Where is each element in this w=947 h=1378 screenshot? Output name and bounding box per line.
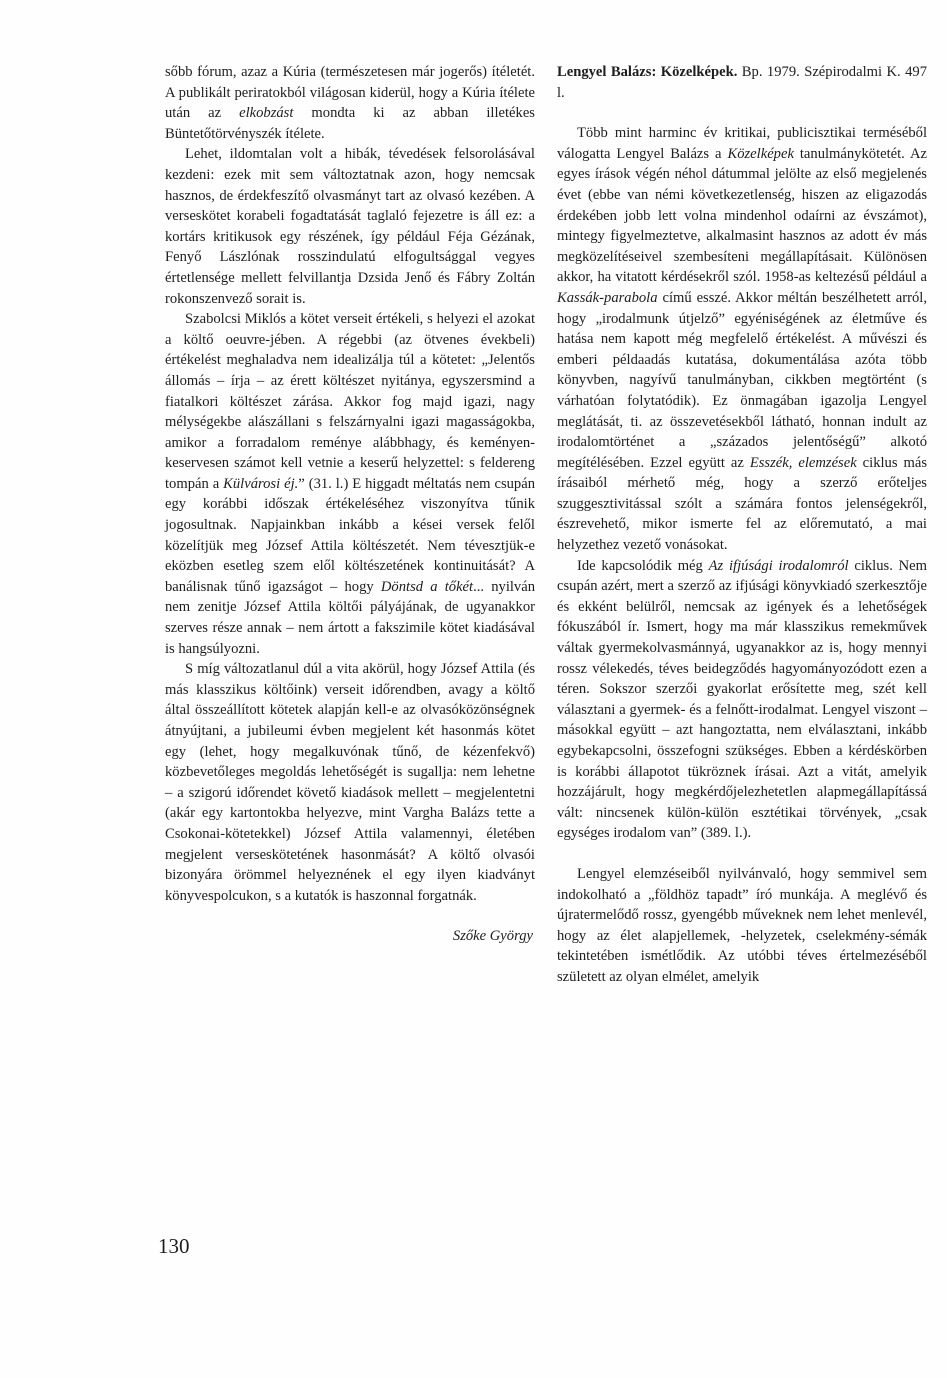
left-column: [165, 62, 535, 947]
book-citation: [557, 62, 927, 103]
paragraph: Lengyel elemzéseiből nyilvánvaló, hogy semmivel sem indokolható a „földhöz tapadt” író munkája. A meglévő és újratermelődő rossz, gyengébb műveknek nem lehet menlevél, hogy az élet alapjellemek, -helyzetek, cselekmény-sémák tekintetében ismétlődik. Az utóbbi téves értelmezéséből született az olyan elmélet, amelyik: [557, 865, 927, 985]
right-column: [557, 62, 927, 988]
signature: Szőke György: [452, 928, 533, 945]
paragraph: sőbb fórum, azaz a Kúria (természetesen már jogerős) ítéletét. A publikált periratokból világosan kiderül, hogy a Kúria ítélete után az elkobzást mondta ki az abban illetékes Büntetőtörvényszék ítélete.: [165, 64, 535, 142]
book-heading: Lengyel Balázs: Közelképek.: [557, 64, 738, 80]
paragraph: S míg változatlanul dúl a vita akörül, hogy József Attila (és más klasszikus költőink) verseit időrendben, avagy a költő által összeállított kötetek alapján kell-e az olvasóközönségnek átnyújtani, a jubileumi évben megjelent két hasonmás kötet egy (lehet, hogy megalkuvónak tűnő, de kézenfekvő) közbevetőleges megoldás lehetőségét is sugallja: nem lehetne – a szigorú időrendet követő kiadások mellett – megjelentetni (akár egy kartontokba helyezve, mint Vargha Balázs tette a Csokonai-kötetekkel) József Attila valamennyi, életében megjelent verseskötetének hasonmását? A költő olvasói bizonyára örömmel helyeznének el egy ilyen kiadványt könyvespolcukon, s a kutatók is haszonnal forgatnák.: [165, 661, 535, 904]
page-number: 130: [158, 1234, 190, 1258]
book-details: Bp. 1979. Szépirodalmi K. 497 l.: [557, 64, 927, 101]
paragraph: Ide kapcsolódik még Az ifjúsági irodalomról ciklus. Nem csupán azért, mert a szerző az ifjúsági könyvkiadó szerkesztője és ekként belülről, nemcsak az igények és a lehetőségek fókuszából ír. Ismert, hogy ma már klasszikus remekművek váltak gyermekolvasmánnyá, ugyanakkor az is, hogy mennyi rossz vélekedés, téves beidegződés hagyományozódott ezen a téren. Sokszor szerzői gyakorlat erősítette meg, szét kell választani a gyermek- és a felnőtt-irodalmat. Lengyel viszont – másokkal együtt – azt hangoztatta, nem elválasztani, inkább egybekapcsolni, összefogni szükséges. Ebben a kérdéskörben is korábbi állapotot tükröznek írásai. Azt a vitát, amelyik hozzájárult, hogy megkérdőjelezhetetlen alapmegállapítássá vált: nincsenek külön-külön esztétikai törvények, „csak egységes irodalom van” (389. l.).: [557, 557, 928, 842]
paragraph: Több mint harminc év kritikai, publicisztikai terméséből válogatta Lengyel Balázs a Közelképek tanulmánykötetét. Az egyes írások végén néhol dátummal jelölte az első megjelenés évet (ebbe van némi következetlenség, hiszen az eligazodás érdekében jobb lett volna mindenhol odaírni az évszámot), mintegy figyelmeztetve, alkalmasint hasznos az adott év más megközelítéseivel szembesíteni megállapításait. Különösen akkor, ha vitatott kérdésekről szól. 1958-as keltezésű például a Kassák-parabola című esszé. Akkor méltán beszélhetett arról, hogy „irodalmunk útjelző” egyéniségének az életműve és hatása nem kapott még megfelelő értékelést. A művészi és emberi példaadás kutatása, dokumentálása azóta több könyvben, nagyívű tanulmányban, cikkben megtörtént (s várhatóan folytatódik). Ez önmagában igazolja Lengyel meglátását, ti. az összevetésekből látható, honnan indult az irodalomtörténet a „százados jelentőségű” alkotó megítélésében. Ezzel együtt az Esszék, elemzések ciklus más írásaiból mérhető még, hogy a szerző erőteljes szuggesztivitással szólt a számára fontos jelenségekről, észrevehető, mikor ismerte fel az előremutató, a mai helyzethez vezető vonásokat.: [557, 125, 928, 554]
paragraph: Szabolcsi Miklós a kötet verseit értékeli, s helyezi el azokat a költő oeuvre-jében. A régebbi (az ötvenes évekbeli) értékelést meghaladva nem idealizálja túl a kötetet: „Jelentős állomás – írja – az érett költészet nyitánya, egyszersmind a fiatalkori költészet zárása. Akkor fog majd igazi, nagy mélységekbe alászállani s felszárnyalni igazi magasságokba, amikor a forradalom reménye alábbhagy, és keményen-keservesen számot kell vetnie a keserű helyzettel: s feldereng tompán a Külvárosi éj.” (31. l.) E higgadt méltatás nem csupán egy korábbi időszak értékeléséhez viszonyítva tűnik jogosultnak. Napjainkban inkább a kései versek felől közelítjük meg József Attila költészetét. Nem tévesztjük-e eközben esetleg szem elől költészetének kontinuitását? A banálisnak tűnő igazságot – hogy Döntsd a tőkét... nyilván nem zenitje József Attila költői pályájának, de ugyanakkor szerves része annak – nem ártott a fakszimile kötet kiadásával is hangsúlyozni.: [165, 311, 535, 657]
paragraph: Lehet, ildomtalan volt a hibák, tévedések felsorolásával kezdeni: ezek mit sem változtatnak azon, hogy nemcsak hasznos, de érdekfeszítő olvasmányt tart az olvasó kezében. A verseskötet korabeli fogadtatását taglaló fejezetre is áll ez: a kortárs kritikusok egy részének, így például Féja Gézának, Fenyő Lászlónak rosszindulatú elfogultsággal vegyes értetlensége mellett felvillantja Dzsida Jenő és Fábry Zoltán rokonszenvező sorait is.: [165, 146, 535, 307]
